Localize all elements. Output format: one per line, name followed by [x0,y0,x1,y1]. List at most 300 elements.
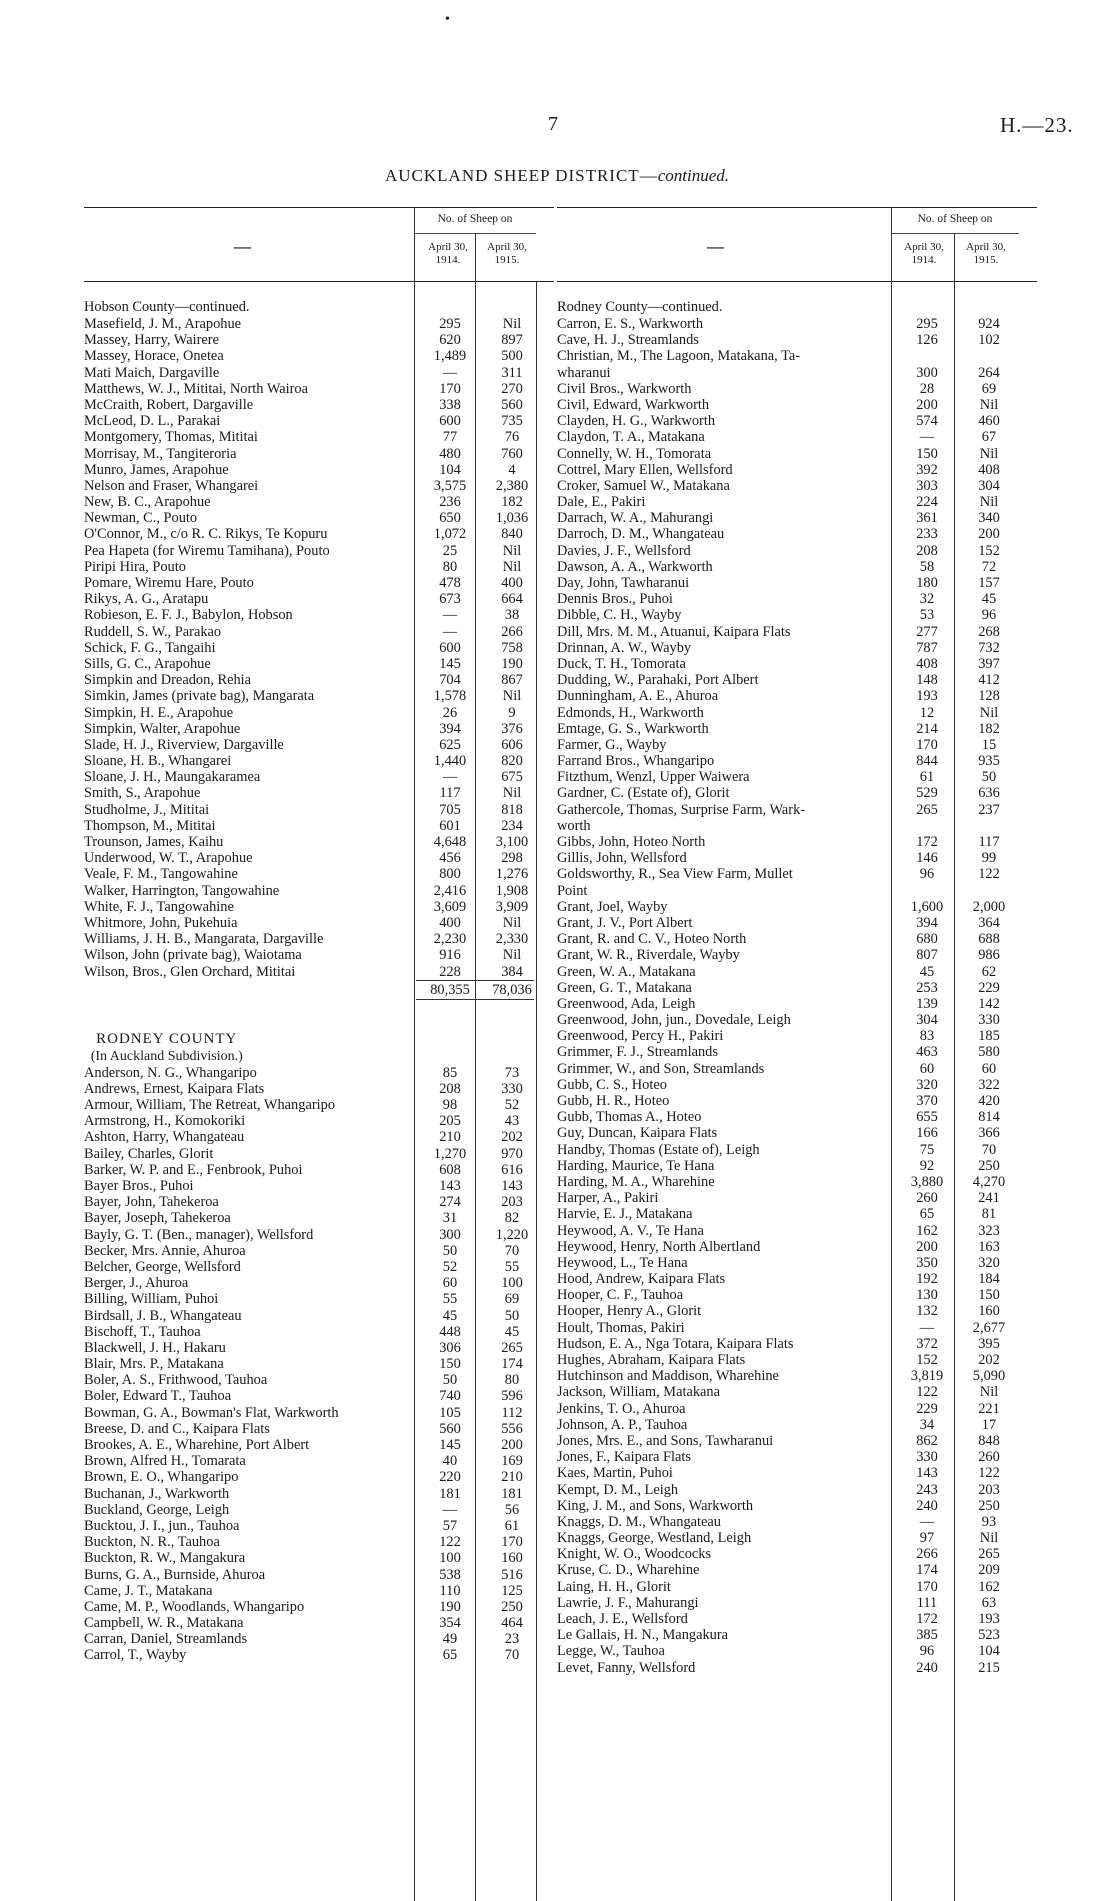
table-row [84,1534,523,1551]
sheep-1915: 250 [978,1497,1000,1514]
sheep-1914: 31 [442,1210,458,1227]
sheep-1915: 96 [981,607,997,624]
table-row [84,526,523,543]
sheep-1915: 464 [501,1615,523,1632]
table-row [84,413,523,430]
sheep-1915: 340 [978,510,1000,527]
holder-name: Becker, Mrs. Annie, Ahuroa [84,1242,246,1259]
table-row [557,1141,997,1158]
holder-name: Connelly, W. H., Tomorata [557,445,712,462]
sheep-1914: 193 [916,688,938,705]
holder-name: Dibble, C. H., Wayby [557,607,682,624]
sheep-1914: 146 [916,850,938,867]
sheep-1915: 266 [501,623,523,640]
sheep-1915: 596 [501,1388,523,1405]
sheep-1914: 625 [439,736,461,753]
holder-name: Veale, F. M., Tangowahine [84,866,238,883]
sheep-1915: 69 [981,380,997,397]
holder-name: Masefield, J. M., Arapohue [84,316,242,332]
sheep-1914: 303 [916,477,938,494]
holder-name: Belcher, George, Wellsford [84,1258,241,1275]
holder-name: Kaes, Martin, Puhoi [557,1465,673,1482]
sheep-1915: 412 [978,672,1000,689]
table-row [557,526,1000,543]
holder-name: Rikys, A. G., Aratapu [84,591,209,608]
holder-name: Buckton, R. W., Mangakura [84,1550,246,1567]
sheep-1914: 1,072 [433,526,467,543]
sheep-1914: 3,880 [910,1173,944,1190]
hobson-total-row [84,980,532,1000]
holder-name: wharanui [557,364,611,381]
sheep-1915: 152 [978,542,1000,559]
table-row [557,785,1000,802]
holder-name: Breese, D. and C., Kaipara Flats [84,1420,270,1437]
sheep-1915: 364 [978,914,1000,931]
table-row [557,494,999,511]
table-row [84,510,529,527]
holder-name: Buchanan, J., Warkworth [84,1485,230,1502]
table-row [84,1275,523,1292]
holder-name: Laing, H. H., Glorit [557,1578,671,1595]
holder-name: Piripi Hira, Pouto [84,558,186,575]
table-row [557,1238,1000,1255]
holder-name: Simpkin and Dreadon, Rehia [84,672,252,689]
holder-name: Buckland, George, Leigh [84,1501,230,1518]
holder-name: Greenwood, John, jun., Dovedale, Leigh [557,1012,791,1029]
holder-name: White, F. J., Tangowahine [84,898,234,915]
rodney-heading: RODNEY COUNTY [96,1030,238,1047]
holder-name: Civil Bros., Warkworth [557,380,692,397]
holder-name: Civil, Edward, Warkworth [557,396,710,413]
table-row [84,1113,520,1130]
table-row [84,1356,523,1373]
table-row [84,477,529,494]
holder-name: Billing, William, Puhoi [84,1291,219,1308]
sheep-1914: 463 [916,1044,938,1061]
table-row [84,1485,523,1502]
sheep-1914: 394 [439,720,461,737]
holder-name: Dill, Mrs. M. M., Atuanui, Kaipara Flats [557,623,791,640]
table-row [84,898,529,915]
sheep-1915: 185 [978,1028,1000,1045]
table-row [557,1368,1006,1385]
sheep-1914: 3,609 [433,898,467,915]
sheep-1915: 174 [501,1356,523,1373]
table-row [557,898,1006,915]
table-row [557,1449,1000,1466]
table-row [557,542,1000,559]
holder-name: Pomare, Wiremu Hare, Pouto [84,575,254,591]
holder-name: Claydon, T. A., Matakana [557,429,705,446]
sheep-1914: 274 [439,1194,461,1211]
sheep-1915: Nil [502,688,522,705]
sheep-1914: 192 [916,1271,938,1288]
sheep-1914: 392 [916,461,938,478]
sheep-1915: 72 [981,558,997,575]
sheep-1915: 125 [501,1582,523,1599]
table-row [84,575,523,591]
sheep-1915: 970 [501,1145,523,1162]
table-row [557,413,1000,430]
sheep-1914: 807 [916,947,938,964]
sheep-1914: 166 [916,1125,938,1142]
holder-name: Green, G. T., Matakana [557,979,692,996]
table-row [557,720,1000,737]
table-row [557,510,1000,527]
sheep-1914: 372 [916,1335,938,1352]
holder-name: Knight, W. O., Woodcocks [557,1546,712,1563]
holder-name: Sloane, J. H., Maungakaramea [84,769,261,786]
sheep-1914: 608 [439,1161,461,1178]
header-no-of-sheep: No. of Sheep on [437,213,513,225]
sheep-1914: 96 [919,866,935,883]
sheep-1914: 1,440 [433,753,467,770]
holder-name: Heywood, L., Te Hana [557,1254,688,1271]
sheep-1915: 732 [978,639,1000,656]
sheep-1914: 394 [916,914,938,931]
sheep-1914: 236 [439,494,461,511]
holder-name: Bayer Bros., Puhoi [84,1178,194,1194]
sheep-1915: 268 [978,623,1000,640]
table-row [557,623,1000,640]
table-row [84,1178,523,1194]
holder-name: Carran, Daniel, Streamlands [84,1631,248,1648]
rodney-left-list [84,1064,529,1664]
sheep-1915: 1,036 [495,510,529,527]
holder-name: McCraith, Robert, Dargaville [84,396,254,413]
sheep-1914: 253 [916,979,938,996]
header-no-of-sheep: No. of Sheep on [917,213,993,225]
holder-name: Barker, W. P. and E., Fenbrook, Puhoi [84,1161,303,1178]
holder-name: Simkin, James (private bag), Mangarata [84,688,315,705]
holder-name: Mati Maich, Dargaville [84,364,220,381]
sheep-1914: — [442,769,458,786]
table-row [557,1109,1000,1126]
table-row [557,429,997,446]
sheep-1915: 250 [978,1157,1000,1174]
sheep-1914: 224 [916,494,938,511]
table-row [84,1631,520,1648]
sheep-1915: 616 [501,1161,523,1178]
holder-name: Williams, J. H. B., Mangarata, Dargaville [84,931,324,948]
table-row [557,1319,1006,1336]
sheep-1914: 704 [439,672,461,689]
holder-name: Hudson, E. A., Nga Totara, Kaipara Flats [557,1335,794,1352]
sheep-1914: 529 [916,785,938,802]
table-row [84,1291,520,1308]
table-row [84,1258,520,1275]
sheep-1914: 34 [919,1416,935,1433]
sheep-1915: 395 [978,1335,1000,1352]
holder-name: Kruse, C. D., Wharehine [557,1562,700,1579]
sheep-1914: 139 [916,995,938,1012]
table-row [557,348,801,365]
sheep-1915: 117 [978,834,1000,850]
sheep-1914: 172 [916,834,938,850]
holder-name: Dennis Bros., Puhoi [557,591,673,608]
sheep-1915: 330 [978,1012,1000,1029]
sheep-1915: 311 [501,364,523,381]
table-row [557,834,1000,850]
sheep-1914: 306 [439,1339,461,1356]
table-row [557,364,1000,381]
table-row [84,866,529,883]
sheep-1915: Nil [979,1384,999,1401]
right-table-header [557,207,1006,285]
table-row [84,1145,523,1162]
sheep-1915: 82 [504,1210,520,1227]
holder-name: Carrol, T., Wayby [84,1647,187,1664]
sheep-1915: 160 [978,1303,1000,1320]
sheep-1915: 1,276 [495,866,529,883]
sheep-1915: 820 [501,753,523,770]
sheep-1915: 190 [501,655,523,672]
sheep-1914: 844 [916,753,938,770]
table-row [557,963,997,980]
table-row [557,672,1000,689]
sheep-1915: Nil [502,542,522,559]
right-column [557,207,1006,1676]
table-row [84,1064,520,1081]
sheep-1914: 110 [439,1582,461,1599]
holder-name: Point [557,882,588,899]
holder-name: Jenkins, T. O., Ahuroa [557,1400,686,1417]
holder-name: Jones, F., Kaipara Flats [557,1449,691,1466]
table-row [84,1453,523,1470]
sheep-1915: 3,909 [495,898,529,915]
sheep-1914: 240 [916,1497,938,1514]
sheep-1914: 104 [439,461,461,478]
table-row [84,1210,520,1227]
holder-name: Green, W. A., Matakana [557,963,696,980]
sheep-1914: 229 [916,1400,938,1417]
sheep-1915: 384 [501,963,523,980]
sheep-1915: 400 [501,575,523,591]
table-row [84,801,523,818]
table-row [557,1335,1000,1352]
holder-name: Dunningham, A. E., Ahuroa [557,688,719,705]
table-row [557,1271,1000,1288]
sheep-1914: 200 [916,1238,938,1255]
table-row [84,429,520,446]
holder-name: Cave, H. J., Streamlands [557,332,699,349]
sheep-1915: 4 [508,461,516,478]
sheep-1915: 203 [978,1481,1000,1498]
sheep-1914: 673 [439,591,461,608]
holder-name: Johnson, A. P., Tauhoa [557,1416,688,1433]
table-row [557,558,997,575]
sheep-1915: 184 [978,1271,1000,1288]
sheep-1915: 260 [978,1449,1000,1466]
holder-name: Underwood, W. T., Arapohue [84,850,253,867]
sheep-1914: 2,230 [433,931,467,948]
sheep-1915: 322 [978,1076,1000,1093]
table-row [557,1287,1000,1304]
holder-name: Farmer, G., Wayby [557,736,667,753]
holder-name: Burns, G. A., Burnside, Ahuroa [84,1566,266,1583]
holder-name: Slade, H. J., Riverview, Dargaville [84,736,284,753]
table-row [84,1550,523,1567]
holder-name: Sills, G. C., Arapohue [84,655,211,672]
table-row [557,769,997,786]
sheep-1915: 420 [978,1093,1000,1109]
sheep-1915: 200 [501,1437,523,1453]
holder-name: Brookes, A. E., Wharehine, Port Albert [84,1437,310,1453]
sheep-1914: 45 [442,1307,458,1324]
sheep-1915: 45 [504,1323,520,1340]
holder-name: Came, M. P., Woodlands, Whangaripo [84,1598,305,1615]
holder-name: Massey, Horace, Onetea [84,348,224,365]
sheep-1914: 600 [439,639,461,656]
holder-name: Day, John, Tawharanui [557,575,690,591]
sheep-1915: 241 [978,1190,1000,1207]
table-row [557,1254,1000,1271]
holder-name: Ruddell, S. W., Parakao [84,623,222,640]
sheep-1914: 97 [919,1530,935,1547]
holder-name: Jackson, William, Matakana [557,1384,721,1401]
sheep-1914: 152 [916,1352,938,1368]
sheep-1914: 61 [919,769,935,786]
table-row [84,785,522,802]
sheep-1915: 193 [978,1611,1000,1627]
holder-name: Hughes, Abraham, Kaipara Flats [557,1352,746,1368]
table-row [557,1190,1000,1207]
sheep-1914: 916 [439,947,461,964]
header-dash: — [707,237,724,256]
sheep-1914: 787 [916,639,938,656]
sheep-1915: Nil [979,1530,999,1547]
holder-name: Nelson and Fraser, Whangarei [84,477,259,494]
sheep-1915: 17 [981,1416,997,1433]
holder-name: Walker, Harrington, Tangowahine [84,882,280,899]
holder-name: Wilson, John (private bag), Waiotama [84,947,302,964]
holder-name: Farrand Bros., Whangaripo [557,753,715,770]
page-number: 7 [548,113,558,135]
holder-name: Andrews, Ernest, Kaipara Flats [84,1080,265,1097]
holder-name: Boler, A. S., Frithwood, Tauhoa [84,1372,268,1389]
holder-name: Matthews, W. J., Mititai, North Wairoa [84,380,309,397]
holder-name: Bischoff, T., Tauhoa [84,1323,201,1340]
sheep-1915: 163 [978,1238,1000,1255]
sheep-1914: — [442,623,458,640]
sheep-1914: 85 [442,1064,458,1081]
sheep-1915: 897 [501,332,523,349]
table-row [84,947,522,964]
table-row [557,461,1000,478]
sheep-1915: Nil [979,704,999,721]
holder-name: Bayer, Joseph, Tahekeroa [84,1210,231,1227]
holder-name: Studholme, J., Mititai [84,801,210,818]
table-row [557,801,1000,818]
sheep-1914: 145 [439,655,461,672]
sheep-1914: 162 [916,1222,938,1239]
sheep-1915: 2,677 [972,1319,1006,1336]
sheep-1914: 122 [916,1384,938,1401]
holder-name: O'Connor, M., c/o R. C. Rikys, Te Kopuru [84,526,328,543]
table-row [84,1097,520,1114]
table-row [557,1481,1000,1498]
sheep-1914: 143 [439,1178,461,1194]
holder-name: Trounson, James, Kaihu [84,834,224,850]
sheep-1914: 80 [442,558,458,575]
holder-name: Harding, M. A., Wharehine [557,1173,715,1190]
holder-name: Whitmore, John, Pukehuia [84,914,238,931]
sheep-1915: 986 [978,947,1000,964]
sheep-1915: 523 [978,1627,1000,1644]
table-row [557,850,997,867]
sheep-1914: 480 [439,445,461,462]
table-row [84,1388,523,1405]
holder-name: Knaggs, D. M., Whangateau [557,1513,721,1530]
holder-name: Armstrong, H., Komokoriki [84,1113,246,1130]
sheep-1914: — [919,429,935,446]
holder-name: Armour, William, The Retreat, Whangaripo [84,1097,336,1114]
sheep-1914: 650 [439,510,461,527]
sheep-1914: — [919,1319,935,1336]
table-row [557,575,1000,591]
holder-name: Smith, S., Arapohue [84,785,201,802]
holder-name: Gillis, John, Wellsford [557,850,687,867]
sheep-1915: 128 [978,688,1000,705]
sheep-1914: 300 [916,364,938,381]
sheep-1914: 117 [439,785,461,802]
holder-name: Heywood, Henry, North Albertland [557,1238,761,1255]
sheep-1914: 180 [916,575,938,591]
sheep-1914: 65 [442,1647,458,1664]
table-row [84,364,523,381]
table-row [557,1594,997,1611]
holder-name: Kempt, D. M., Leigh [557,1481,679,1498]
sheep-1915: 50 [504,1307,520,1324]
table-row [557,995,1000,1012]
sheep-1914: 57 [442,1517,458,1534]
table-row [84,494,523,511]
holder-name: worth [557,817,591,834]
holder-name: Duck, T. H., Tomorata [557,655,686,672]
sheep-1914: 705 [439,801,461,818]
holder-name: Carron, E. S., Warkworth [557,316,704,332]
sheep-1914: 233 [916,526,938,543]
sheep-1915: 73 [504,1064,520,1081]
sheep-1915: 182 [501,494,523,511]
holder-name: Gubb, H. R., Hoteo [557,1093,670,1109]
holder-name: Brown, E. O., Whangaripo [84,1469,239,1486]
sheep-1915: 330 [501,1080,523,1097]
sheep-1914: 98 [442,1097,458,1114]
sheep-1914: — [442,607,458,624]
sheep-1914: 130 [916,1287,938,1304]
table-row [84,332,523,349]
holder-name: Grant, W. R., Riverdale, Wayby [557,947,740,964]
sheep-1915: 50 [981,769,997,786]
holder-name: Montgomery, Thomas, Mititai [84,429,258,446]
holder-name: Blair, Mrs. P., Matakana [84,1356,224,1373]
table-row [557,1352,1000,1368]
sheep-1915: 62 [981,963,997,980]
holder-name: Levet, Fanny, Wellsford [557,1659,696,1676]
table-row [84,931,529,948]
sheep-1915: 56 [504,1501,520,1518]
sheep-1914: 1,578 [433,688,467,705]
rodney-right-list [557,316,1006,1676]
holder-name: Dale, E., Pakiri [557,494,646,511]
table-row [557,931,1000,948]
sheep-1915: 323 [978,1222,1000,1239]
sheep-1914: 132 [916,1303,938,1320]
holder-name: Hoult, Thomas, Pakiri [557,1319,685,1336]
sheep-1914: 50 [442,1372,458,1389]
table-row [84,1372,520,1389]
